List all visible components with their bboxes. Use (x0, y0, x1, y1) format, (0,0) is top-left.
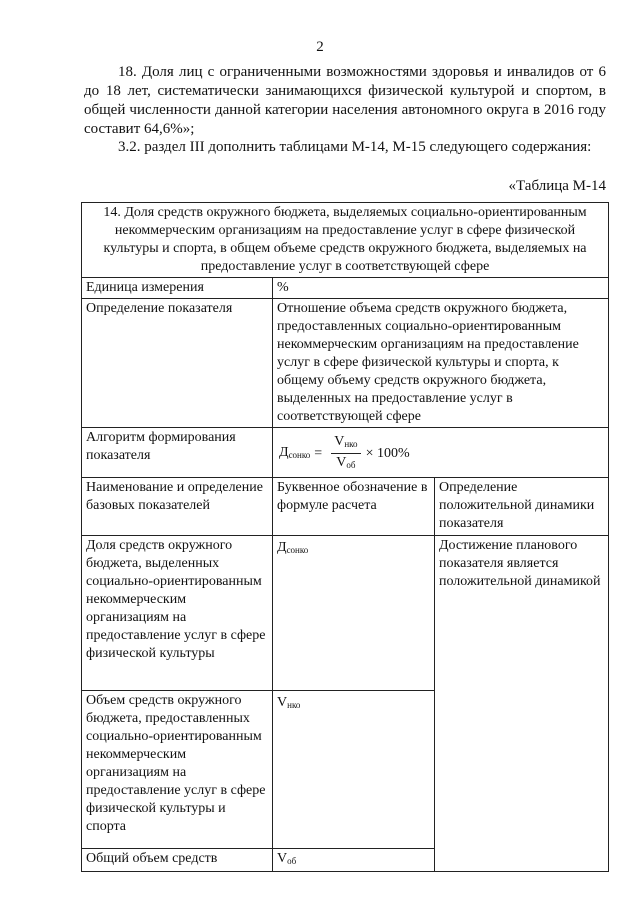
formula: $Д_{сонко}$ = $\frac{V_{нко}}{V_{об}}$ × 100% (279, 433, 410, 474)
unit-label: Единица измерения (82, 278, 273, 299)
row-total-name: Общий объем средств (82, 849, 273, 872)
page-number: 2 (316, 39, 324, 55)
definition-value: Отношение объема средств окружного бюджета, предоставленных социально-ориентированным некоммерческим организациям на предоставление услуг в сфере физической культуры и спорта, к общему объему средств окружного бюджета, выделенных на предоставление услуг в соответствующей сфере (273, 299, 609, 428)
formula-tail: × 100% (365, 445, 410, 461)
formula-fraction (331, 433, 360, 474)
formula-denominator: $V_{об}$ (336, 455, 356, 470)
row-total-symbol: $V_{об}$ (273, 849, 435, 872)
header-positive-dynamics: Определение положительной динамики показателя (435, 478, 609, 536)
paragraph-3-2: 3.2. раздел III дополнить таблицами М-14, М-15 следующего содержания: (118, 139, 592, 155)
row-volume-name: Объем средств окружного бюджета, предоставленных социально-ориентированным некоммерческим организациям на предоставление услуг в сфере физической культуры и спорта (82, 691, 273, 849)
formula-numerator: $V_{нко}$ (331, 433, 360, 454)
row-share-name: Доля средств окружного бюджета, выделенных социально-ориентированным некоммерческим организациям на предоставление услуг в сфере физической культуры (82, 536, 273, 691)
table-title: 14. Доля средств окружного бюджета, выделяемых социально-ориентированным некоммерческим организациям на предоставление услуг в сфере физической культуры и спорта, в общем объеме средств окружного бюджета, выделяемых на предоставление услуг в соответствующей сфере (82, 203, 609, 278)
dynamics-definition: Достижение планового показателя является положительной динамикой (435, 536, 609, 872)
formula-lhs: $Д_{сонко}$ (279, 444, 311, 460)
header-base-indicators: Наименование и определение базовых показателей (82, 478, 273, 536)
algorithm-label: Алгоритм формирования показателя (82, 428, 273, 478)
row-share-symbol: $Д_{сонко}$ (273, 536, 435, 691)
row-volume-symbol: $V_{нко}$ (273, 691, 435, 849)
definition-label: Определение показателя (82, 299, 273, 428)
unit-value: % (273, 278, 609, 299)
table-caption: «Таблица М-14 (508, 178, 606, 194)
header-letter-designation: Буквенное обозначение в формуле расчета (273, 478, 435, 536)
formula-cell (273, 428, 609, 478)
paragraph-18: 18. Доля лиц с ограниченными возможностями здоровья и инвалидов от 6 до 18 лет, систематически занимающихся физической культурой и спортом, в общей численности данной категории населения автономного округа в 2016 году составит 64,6%»; (84, 64, 606, 137)
indicator-table (81, 202, 609, 872)
